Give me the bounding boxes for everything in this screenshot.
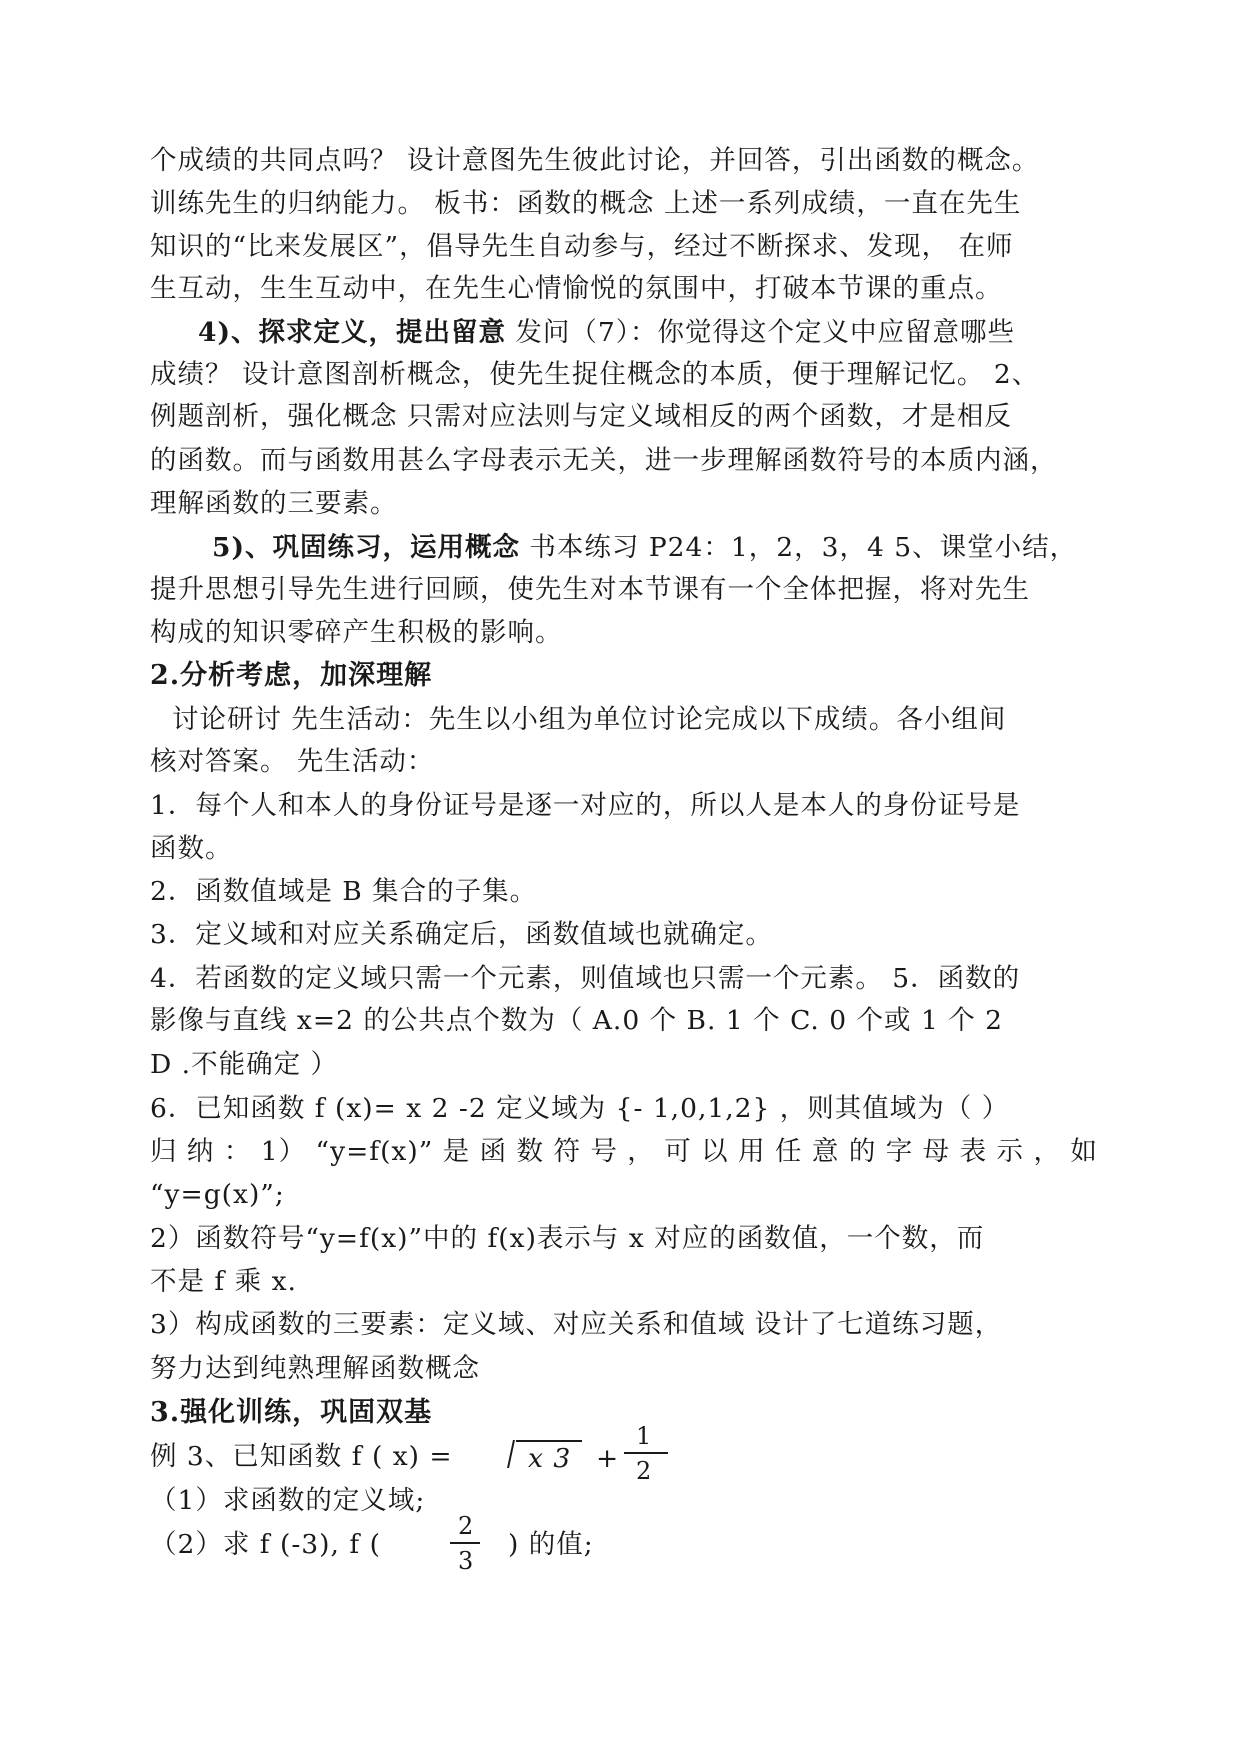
- text-line: 努力达到纯熟理解函数概念: [150, 1353, 480, 1384]
- fraction-bar: [624, 1452, 668, 1454]
- text-line: 1．每个人和本人的身份证号是逐一对应的，所以人是本人的身份证号是: [150, 790, 1021, 821]
- text-line: 3）构成函数的三要素：定义域、对应关系和值域 设计了七道练习题，: [150, 1309, 1003, 1340]
- section-heading-3: 3.强化训练，巩固双基: [150, 1397, 433, 1428]
- text-line: 函数。: [150, 833, 233, 864]
- text-line: （1）求函数的定义域;: [150, 1485, 426, 1516]
- fraction-denominator: 2: [636, 1457, 652, 1485]
- fraction-denominator-clip: [620, 1457, 680, 1485]
- text-line: 2）函数符号“y=f(x)”中的 f(x)表示与 x 对应的函数值，一个数，而: [150, 1223, 985, 1254]
- text-line: 不是 f 乘 x.: [150, 1266, 297, 1297]
- text-line: 构成的知识零碎产生积极的影响。: [150, 617, 563, 648]
- text-line: 成绩？ 设计意图剖析概念，使先生捉住概念的本质，便于理解记忆。 2、: [150, 359, 1040, 390]
- text-line: “y=g(x)”;: [150, 1179, 285, 1210]
- text-line: 例题剖析，强化概念 只需对应法则与定义域相反的两个函数，才是相反: [150, 401, 1012, 432]
- section-4-text: 发问（7）：你觉得这个定义中应留意哪些: [505, 317, 1016, 348]
- text-line: 理解函数的三要素。: [150, 488, 398, 519]
- fraction-numerator: 2: [458, 1512, 474, 1540]
- plus-sign: +: [596, 1443, 620, 1474]
- question-2-suffix: ) 的值;: [508, 1529, 594, 1560]
- sqrt-sign-icon: [507, 1440, 525, 1468]
- text-line: 生互动，生生互动中，在先生心情愉悦的氛围中，打破本节课的重点。: [150, 273, 1003, 304]
- text-line: 3．定义域和对应关系确定后，函数值域也就确定。: [150, 919, 773, 950]
- text-line: 讨论研讨 先生活动：先生以小组为单位讨论完成以下成绩。各小组间: [172, 704, 1007, 735]
- sqrt-radicand: x 3: [528, 1443, 572, 1474]
- text-line: 提升思想引导先生进行回顾，使先生对本节课有一个全体把握，将对先生: [150, 574, 1030, 605]
- text-line: 4．若函数的定义域只需一个元素，则值域也只需一个元素。 5．函数的: [150, 963, 1021, 994]
- question-2-prefix: （2）求 f (-3), f (: [150, 1529, 381, 1560]
- fraction-denominator: 3: [458, 1547, 474, 1575]
- text-line: 的函数。而与函数用甚么字母表示无关，进一步理解函数符号的本质内涵，: [150, 445, 1058, 476]
- fraction-numerator: 1: [636, 1422, 652, 1450]
- text-line: 核对答案。 先生活动：: [150, 746, 435, 777]
- section-5-title: 5)、巩固练习，运用概念: [212, 532, 520, 563]
- example-3-prefix: 例 3、已知函数 f ( x) =: [150, 1441, 453, 1472]
- section-5-text: 书本练习 P24：1，2，3，4 5、课堂小结，: [519, 532, 1078, 563]
- text-line: 知识的“比来发展区”，倡导先生自动参与，经过不断探求、发现， 在师: [150, 231, 1014, 262]
- fraction-denominator-clip: [450, 1547, 490, 1575]
- fraction-bar: [450, 1542, 480, 1544]
- section-4-title: 4)、探求定义，提出留意: [198, 317, 506, 348]
- text-line: 6．已知函数 f (x)= x 2 -2 定义域为 {- 1,0,1,2} ，则其值域为（ ）: [150, 1093, 1010, 1124]
- section-5-line: [212, 531, 1100, 565]
- text-line: D .不能确定 ）: [150, 1049, 339, 1080]
- section-4-line: [198, 316, 1100, 350]
- text-line: 影像与直线 x=2 的公共点个数为（ A.0 个 B. 1 个 C. 0 个或 1 个 2: [150, 1005, 1004, 1036]
- text-line: 训练先生的归纳能力。 板书：函数的概念 上述一系列成绩，一直在先生: [150, 188, 1022, 219]
- section-heading-2: 2.分析考虑，加深理解: [150, 660, 433, 691]
- text-line: 归 纳 ： 1） “y=f(x)” 是 函 数 符 号 ， 可 以 用 任 意 的 字 母 表 示 ， 如: [150, 1136, 1098, 1167]
- text-line: 2．函数值域是 B 集合的子集。: [150, 876, 538, 907]
- text-line: 个成绩的共同点吗？ 设计意图先生彼此讨论，并回答，引出函数的概念。: [150, 145, 1040, 176]
